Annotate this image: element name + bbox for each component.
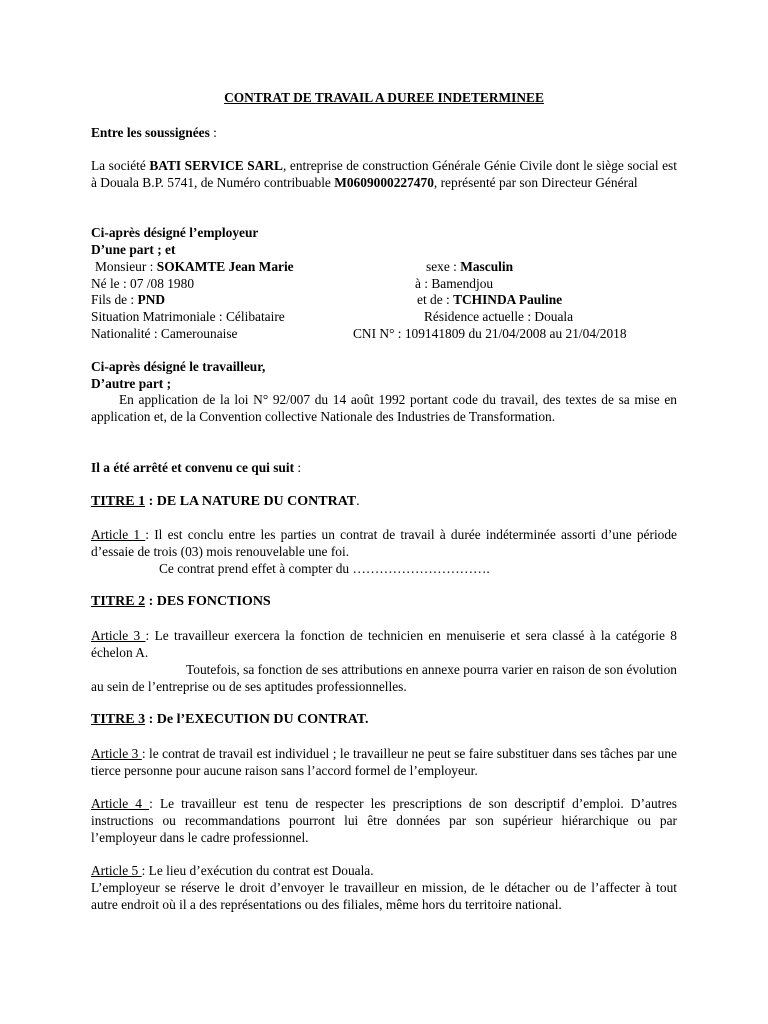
company-name: BATI SERVICE SARL <box>149 158 283 173</box>
employer-designation: Ci-après désigné l’employeur <box>91 225 259 240</box>
article-1: Article 1 : Il est conclu entre les parties un contrat de travail à durée indéterminée assorti d’une période d’essaie de trois (03) mois renouvelable une foi. Ce contrat prend effet à compter du …………………………. <box>91 527 677 576</box>
contribuable-number: M0609000227470 <box>334 175 434 190</box>
worker-name: Monsieur : SOKAMTE Jean Marie <box>95 259 294 274</box>
article-3-execution: Article 3 : le contrat de travail est individuel ; le travailleur ne peut se faire substituer dans ses tâches par une tierce personne pour aucune raison sans l’accord formel de l’employeur. <box>91 746 677 778</box>
parties-intro: Entre les soussignées : <box>91 125 217 140</box>
dune-part: D’une part ; et <box>91 242 176 257</box>
convenu-line: Il a été arrêté et convenu ce qui suit : <box>91 460 302 475</box>
titre-2-heading: TITRE 2 : DES FONCTIONS <box>91 594 271 609</box>
worker-birthplace: à : Bamendjou <box>415 276 494 291</box>
worker-cni: CNI N° : 109141809 du 21/04/2008 au 21/04/2018 <box>353 326 627 341</box>
article-3a-label: Article 3 <box>91 628 146 643</box>
worker-marital-status: Situation Matrimoniale : Célibataire <box>91 309 285 324</box>
worker-designation: Ci-après désigné le travailleur, <box>91 359 266 374</box>
article-1-label: Article 1 <box>91 527 146 542</box>
article-4: Article 4 : Le travailleur est tenu de respecter les prescriptions de son descriptif d’emploi. D’autres instructions ou recommandations pourront lui être données par son supérieur hiérarchique ou par l’employeur dans le cadre professionnel. <box>91 796 677 845</box>
document-title: CONTRAT DE TRAVAIL A DUREE INDETERMINEE <box>224 90 544 105</box>
worker-sex: sexe : Masculin <box>426 259 514 274</box>
article-3-functions: Article 3 : Le travailleur exercera la fonction de technicien en menuiserie et sera classé à la catégorie 8 échelon A. Toutefois, sa fonction de ses attributions en annexe pourra varier en raison de son évolution au sein de l’entreprise ou de ses aptitudes professionnelles. <box>91 628 677 694</box>
article-5-label: Article 5 <box>91 863 142 878</box>
titre-1-heading: TITRE 1 : DE LA NATURE DU CONTRAT. <box>91 494 360 509</box>
worker-birthdate: Né le : 07 /08 1980 <box>91 276 195 291</box>
company-paragraph: La société BATI SERVICE SARL, entreprise de construction Générale Génie Civile dont le siège social est à Douala B.P. 5741, de Numéro contribuable M0609000227470, représenté par son Directeur Général <box>91 158 677 190</box>
worker-residence: Résidence actuelle : Douala <box>424 309 574 324</box>
article-3b-label: Article 3 <box>91 746 142 761</box>
titre-3-heading: TITRE 3 : De l’EXECUTION DU CONTRAT. <box>91 712 369 727</box>
worker-mother: et de : TCHINDA Pauline <box>417 292 563 307</box>
worker-nationality: Nationalité : Camerounaise <box>91 326 238 341</box>
application-paragraph: En application de la loi N° 92/007 du 14 août 1992 portant code du travail, des textes de sa mise en application et, de la Convention collective Nationale des Industries de Transformation. <box>91 392 677 424</box>
dautre-part: D’autre part ; <box>91 376 172 391</box>
article-4-label: Article 4 <box>91 796 150 811</box>
worker-father: Fils de : PND <box>91 292 166 307</box>
article-5: Article 5 : Le lieu d’exécution du contrat est Douala. L’employeur se réserve le droit d’envoyer le travailleur en mission, de le détacher ou de l’affecter à tout autre endroit où il a des représentations ou des filiales, même hors du territoire national. <box>91 863 677 912</box>
article-1-effect: Ce contrat prend effet à compter du …………………………. <box>159 561 490 576</box>
